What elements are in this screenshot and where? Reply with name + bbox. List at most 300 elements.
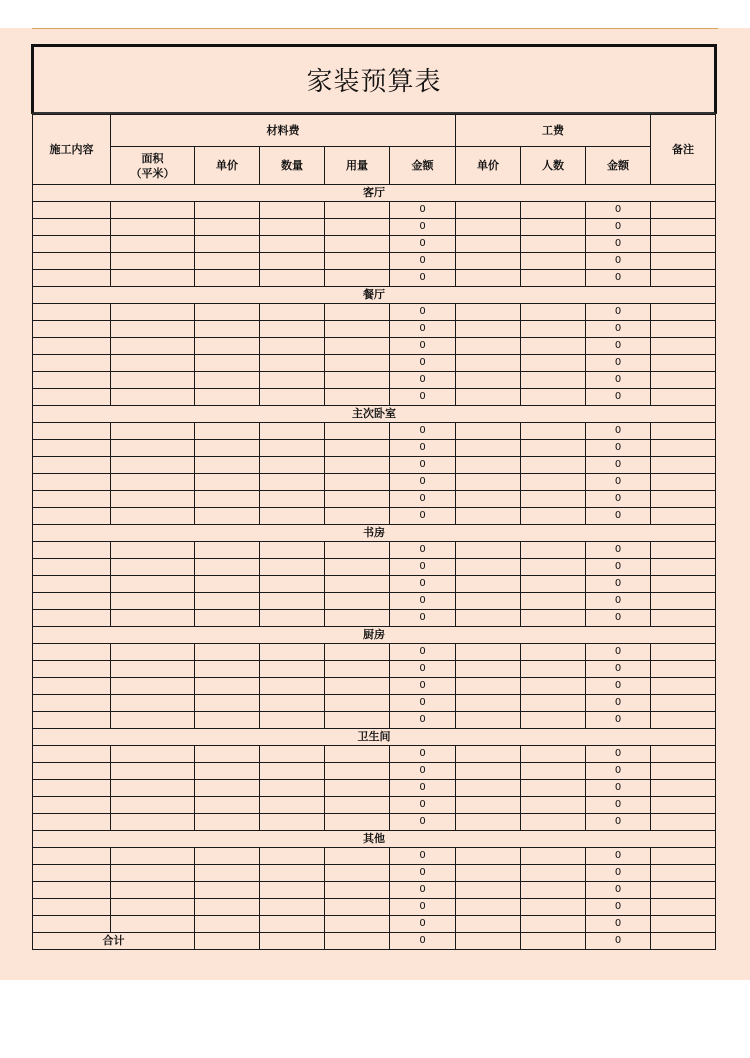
table-cell[interactable] <box>456 338 521 355</box>
table-cell[interactable] <box>325 508 390 525</box>
table-cell[interactable] <box>651 457 716 474</box>
labor-amount-cell[interactable]: 0 <box>586 899 651 916</box>
material-amount-cell[interactable]: 0 <box>390 457 456 474</box>
table-cell[interactable] <box>456 593 521 610</box>
table-cell[interactable] <box>260 372 325 389</box>
table-cell[interactable] <box>33 661 111 678</box>
table-cell[interactable] <box>33 491 111 508</box>
table-cell[interactable] <box>325 712 390 729</box>
table-cell[interactable] <box>651 423 716 440</box>
table-cell[interactable] <box>195 899 260 916</box>
table-cell[interactable] <box>111 321 195 338</box>
header-labor-group[interactable]: 工费 <box>456 115 651 147</box>
table-cell[interactable] <box>260 338 325 355</box>
table-cell[interactable] <box>260 440 325 457</box>
material-amount-cell[interactable]: 0 <box>390 814 456 831</box>
labor-amount-cell[interactable]: 0 <box>586 882 651 899</box>
table-cell[interactable] <box>651 304 716 321</box>
table-cell[interactable] <box>111 457 195 474</box>
labor-amount-cell[interactable]: 0 <box>586 865 651 882</box>
table-cell[interactable] <box>456 219 521 236</box>
table-cell[interactable] <box>111 848 195 865</box>
table-cell[interactable] <box>111 253 195 270</box>
table-cell[interactable] <box>325 916 390 933</box>
table-cell[interactable] <box>456 865 521 882</box>
table-cell[interactable] <box>521 202 586 219</box>
table-cell[interactable] <box>260 899 325 916</box>
table-cell[interactable] <box>195 491 260 508</box>
section-title[interactable]: 客厅 <box>33 185 716 202</box>
table-cell[interactable] <box>195 610 260 627</box>
table-cell[interactable] <box>260 933 325 950</box>
table-cell[interactable] <box>33 712 111 729</box>
labor-amount-cell[interactable]: 0 <box>586 610 651 627</box>
table-cell[interactable] <box>521 780 586 797</box>
material-amount-cell[interactable]: 0 <box>390 219 456 236</box>
table-cell[interactable] <box>521 372 586 389</box>
table-cell[interactable] <box>325 304 390 321</box>
table-cell[interactable] <box>195 355 260 372</box>
material-amount-cell[interactable]: 0 <box>390 304 456 321</box>
table-cell[interactable] <box>111 695 195 712</box>
table-cell[interactable] <box>456 559 521 576</box>
table-cell[interactable] <box>456 678 521 695</box>
table-cell[interactable] <box>521 321 586 338</box>
table-cell[interactable] <box>195 542 260 559</box>
table-cell[interactable] <box>521 763 586 780</box>
material-amount-cell[interactable]: 0 <box>390 253 456 270</box>
table-cell[interactable] <box>33 338 111 355</box>
table-cell[interactable] <box>456 882 521 899</box>
table-cell[interactable] <box>111 576 195 593</box>
table-cell[interactable] <box>456 695 521 712</box>
table-cell[interactable] <box>260 695 325 712</box>
material-amount-cell[interactable]: 0 <box>390 508 456 525</box>
table-cell[interactable] <box>651 270 716 287</box>
table-cell[interactable] <box>325 236 390 253</box>
labor-amount-cell[interactable]: 0 <box>586 678 651 695</box>
table-cell[interactable] <box>521 797 586 814</box>
header-labor-price[interactable]: 单价 <box>456 147 521 185</box>
header-material-price[interactable]: 单价 <box>195 147 260 185</box>
table-cell[interactable] <box>521 712 586 729</box>
table-cell[interactable] <box>456 491 521 508</box>
table-cell[interactable] <box>651 508 716 525</box>
table-cell[interactable] <box>456 202 521 219</box>
labor-amount-cell[interactable]: 0 <box>586 321 651 338</box>
table-cell[interactable] <box>195 576 260 593</box>
labor-amount-cell[interactable]: 0 <box>586 593 651 610</box>
table-cell[interactable] <box>33 202 111 219</box>
table-cell[interactable] <box>325 814 390 831</box>
table-cell[interactable] <box>651 219 716 236</box>
table-cell[interactable] <box>260 644 325 661</box>
table-cell[interactable] <box>195 321 260 338</box>
table-cell[interactable] <box>325 882 390 899</box>
table-cell[interactable] <box>111 882 195 899</box>
labor-amount-cell[interactable]: 0 <box>586 661 651 678</box>
table-cell[interactable] <box>521 423 586 440</box>
table-cell[interactable] <box>325 474 390 491</box>
table-cell[interactable] <box>456 848 521 865</box>
table-cell[interactable] <box>651 814 716 831</box>
table-cell[interactable] <box>325 355 390 372</box>
table-cell[interactable] <box>325 797 390 814</box>
table-cell[interactable] <box>111 865 195 882</box>
section-title[interactable]: 主次卧室 <box>33 406 716 423</box>
table-cell[interactable] <box>33 882 111 899</box>
labor-amount-cell[interactable]: 0 <box>586 814 651 831</box>
labor-amount-cell[interactable]: 0 <box>586 797 651 814</box>
table-cell[interactable] <box>521 440 586 457</box>
labor-amount-cell[interactable]: 0 <box>586 780 651 797</box>
table-cell[interactable] <box>33 797 111 814</box>
material-amount-cell[interactable]: 0 <box>390 321 456 338</box>
table-cell[interactable] <box>111 338 195 355</box>
header-content[interactable]: 施工内容 <box>33 115 111 185</box>
material-amount-cell[interactable]: 0 <box>390 780 456 797</box>
section-title[interactable]: 书房 <box>33 525 716 542</box>
table-cell[interactable] <box>195 712 260 729</box>
table-cell[interactable] <box>260 202 325 219</box>
table-cell[interactable] <box>111 814 195 831</box>
table-cell[interactable] <box>521 882 586 899</box>
table-cell[interactable] <box>260 423 325 440</box>
table-cell[interactable] <box>325 593 390 610</box>
table-cell[interactable] <box>325 491 390 508</box>
table-cell[interactable] <box>325 270 390 287</box>
table-cell[interactable] <box>195 814 260 831</box>
table-cell[interactable] <box>195 593 260 610</box>
material-amount-cell[interactable]: 0 <box>390 423 456 440</box>
table-cell[interactable] <box>521 610 586 627</box>
table-cell[interactable] <box>33 780 111 797</box>
table-cell[interactable] <box>260 457 325 474</box>
labor-amount-cell[interactable]: 0 <box>586 355 651 372</box>
table-cell[interactable] <box>325 457 390 474</box>
table-cell[interactable] <box>260 270 325 287</box>
section-title[interactable]: 厨房 <box>33 627 716 644</box>
table-cell[interactable] <box>521 746 586 763</box>
table-cell[interactable] <box>111 712 195 729</box>
labor-amount-cell[interactable]: 0 <box>586 695 651 712</box>
table-cell[interactable] <box>521 695 586 712</box>
table-cell[interactable] <box>260 678 325 695</box>
table-cell[interactable] <box>111 508 195 525</box>
table-cell[interactable] <box>33 270 111 287</box>
table-cell[interactable] <box>456 797 521 814</box>
table-cell[interactable] <box>195 780 260 797</box>
table-cell[interactable] <box>456 746 521 763</box>
table-cell[interactable] <box>521 865 586 882</box>
total-material-amount[interactable]: 0 <box>390 933 456 950</box>
labor-amount-cell[interactable]: 0 <box>586 423 651 440</box>
table-cell[interactable] <box>456 933 521 950</box>
labor-amount-cell[interactable]: 0 <box>586 304 651 321</box>
material-amount-cell[interactable]: 0 <box>390 746 456 763</box>
table-cell[interactable] <box>521 899 586 916</box>
labor-amount-cell[interactable]: 0 <box>586 491 651 508</box>
labor-amount-cell[interactable]: 0 <box>586 389 651 406</box>
material-amount-cell[interactable]: 0 <box>390 270 456 287</box>
table-cell[interactable] <box>456 814 521 831</box>
table-cell[interactable] <box>111 423 195 440</box>
table-cell[interactable] <box>456 780 521 797</box>
table-cell[interactable] <box>111 389 195 406</box>
labor-amount-cell[interactable]: 0 <box>586 440 651 457</box>
table-cell[interactable] <box>521 678 586 695</box>
table-cell[interactable] <box>111 746 195 763</box>
material-amount-cell[interactable]: 0 <box>390 389 456 406</box>
material-amount-cell[interactable]: 0 <box>390 644 456 661</box>
table-cell[interactable] <box>651 678 716 695</box>
table-cell[interactable] <box>111 780 195 797</box>
table-cell[interactable] <box>33 236 111 253</box>
table-cell[interactable] <box>651 661 716 678</box>
labor-amount-cell[interactable]: 0 <box>586 202 651 219</box>
table-cell[interactable] <box>325 695 390 712</box>
table-cell[interactable] <box>260 491 325 508</box>
table-cell[interactable] <box>33 559 111 576</box>
table-cell[interactable] <box>521 933 586 950</box>
table-cell[interactable] <box>195 423 260 440</box>
table-cell[interactable] <box>33 304 111 321</box>
table-cell[interactable] <box>651 474 716 491</box>
table-cell[interactable] <box>33 576 111 593</box>
table-cell[interactable] <box>260 389 325 406</box>
table-cell[interactable] <box>521 338 586 355</box>
table-cell[interactable] <box>111 355 195 372</box>
table-cell[interactable] <box>111 899 195 916</box>
table-cell[interactable] <box>33 457 111 474</box>
table-cell[interactable] <box>260 865 325 882</box>
material-amount-cell[interactable]: 0 <box>390 576 456 593</box>
title-cell[interactable] <box>31 44 717 114</box>
total-label[interactable]: 合计 <box>33 933 195 950</box>
table-cell[interactable] <box>325 321 390 338</box>
table-cell[interactable] <box>456 508 521 525</box>
table-cell[interactable] <box>111 440 195 457</box>
table-cell[interactable] <box>260 780 325 797</box>
table-cell[interactable] <box>651 321 716 338</box>
table-cell[interactable] <box>651 389 716 406</box>
labor-amount-cell[interactable]: 0 <box>586 236 651 253</box>
table-cell[interactable] <box>111 797 195 814</box>
material-amount-cell[interactable]: 0 <box>390 899 456 916</box>
table-cell[interactable] <box>651 253 716 270</box>
table-cell[interactable] <box>33 253 111 270</box>
table-cell[interactable] <box>456 916 521 933</box>
material-amount-cell[interactable]: 0 <box>390 695 456 712</box>
table-cell[interactable] <box>260 916 325 933</box>
table-cell[interactable] <box>521 270 586 287</box>
table-cell[interactable] <box>651 865 716 882</box>
table-cell[interactable] <box>651 848 716 865</box>
table-cell[interactable] <box>521 355 586 372</box>
labor-amount-cell[interactable]: 0 <box>586 746 651 763</box>
table-cell[interactable] <box>651 916 716 933</box>
table-cell[interactable] <box>325 780 390 797</box>
table-cell[interactable] <box>456 389 521 406</box>
labor-amount-cell[interactable]: 0 <box>586 253 651 270</box>
table-cell[interactable] <box>111 678 195 695</box>
table-cell[interactable] <box>33 899 111 916</box>
table-cell[interactable] <box>260 593 325 610</box>
table-cell[interactable] <box>651 763 716 780</box>
table-cell[interactable] <box>651 202 716 219</box>
table-cell[interactable] <box>521 219 586 236</box>
table-cell[interactable] <box>195 202 260 219</box>
table-cell[interactable] <box>456 542 521 559</box>
table-cell[interactable] <box>33 865 111 882</box>
section-title[interactable]: 餐厅 <box>33 287 716 304</box>
table-cell[interactable] <box>195 372 260 389</box>
header-labor-people[interactable]: 人数 <box>521 147 586 185</box>
table-cell[interactable] <box>456 661 521 678</box>
table-cell[interactable] <box>325 661 390 678</box>
material-amount-cell[interactable]: 0 <box>390 355 456 372</box>
table-cell[interactable] <box>521 253 586 270</box>
table-cell[interactable] <box>195 678 260 695</box>
table-cell[interactable] <box>111 236 195 253</box>
table-cell[interactable] <box>456 270 521 287</box>
table-cell[interactable] <box>325 423 390 440</box>
table-cell[interactable] <box>33 814 111 831</box>
table-cell[interactable] <box>456 253 521 270</box>
table-cell[interactable] <box>456 644 521 661</box>
table-cell[interactable] <box>33 389 111 406</box>
table-cell[interactable] <box>195 270 260 287</box>
table-cell[interactable] <box>325 848 390 865</box>
table-cell[interactable] <box>260 304 325 321</box>
table-cell[interactable] <box>521 916 586 933</box>
table-cell[interactable] <box>456 474 521 491</box>
material-amount-cell[interactable]: 0 <box>390 593 456 610</box>
material-amount-cell[interactable]: 0 <box>390 610 456 627</box>
table-cell[interactable] <box>260 576 325 593</box>
table-cell[interactable] <box>456 372 521 389</box>
table-cell[interactable] <box>325 865 390 882</box>
table-cell[interactable] <box>111 304 195 321</box>
table-cell[interactable] <box>651 355 716 372</box>
table-cell[interactable] <box>111 661 195 678</box>
table-cell[interactable] <box>521 644 586 661</box>
table-cell[interactable] <box>651 882 716 899</box>
labor-amount-cell[interactable]: 0 <box>586 474 651 491</box>
table-cell[interactable] <box>521 474 586 491</box>
table-cell[interactable] <box>521 559 586 576</box>
table-cell[interactable] <box>111 763 195 780</box>
table-cell[interactable] <box>195 882 260 899</box>
table-cell[interactable] <box>195 457 260 474</box>
labor-amount-cell[interactable]: 0 <box>586 338 651 355</box>
table-cell[interactable] <box>521 304 586 321</box>
table-cell[interactable] <box>111 593 195 610</box>
table-cell[interactable] <box>456 457 521 474</box>
material-amount-cell[interactable]: 0 <box>390 236 456 253</box>
table-cell[interactable] <box>260 763 325 780</box>
header-material-qty[interactable]: 数量 <box>260 147 325 185</box>
table-cell[interactable] <box>260 797 325 814</box>
table-cell[interactable] <box>33 746 111 763</box>
table-cell[interactable] <box>456 899 521 916</box>
table-cell[interactable] <box>195 338 260 355</box>
table-cell[interactable] <box>651 712 716 729</box>
labor-amount-cell[interactable]: 0 <box>586 763 651 780</box>
table-cell[interactable] <box>33 508 111 525</box>
table-cell[interactable] <box>521 814 586 831</box>
table-cell[interactable] <box>33 695 111 712</box>
table-cell[interactable] <box>111 219 195 236</box>
table-cell[interactable] <box>651 933 716 950</box>
table-cell[interactable] <box>260 746 325 763</box>
table-cell[interactable] <box>33 355 111 372</box>
table-cell[interactable] <box>260 236 325 253</box>
table-cell[interactable] <box>33 423 111 440</box>
header-material-group[interactable]: 材料费 <box>111 115 456 147</box>
table-cell[interactable] <box>33 763 111 780</box>
table-cell[interactable] <box>456 712 521 729</box>
table-cell[interactable] <box>521 491 586 508</box>
table-cell[interactable] <box>651 780 716 797</box>
material-amount-cell[interactable]: 0 <box>390 882 456 899</box>
table-cell[interactable] <box>456 576 521 593</box>
material-amount-cell[interactable]: 0 <box>390 542 456 559</box>
table-cell[interactable] <box>651 440 716 457</box>
section-title[interactable]: 卫生间 <box>33 729 716 746</box>
table-cell[interactable] <box>325 933 390 950</box>
table-cell[interactable] <box>33 372 111 389</box>
table-cell[interactable] <box>325 338 390 355</box>
table-cell[interactable] <box>260 542 325 559</box>
labor-amount-cell[interactable]: 0 <box>586 576 651 593</box>
table-cell[interactable] <box>521 848 586 865</box>
material-amount-cell[interactable]: 0 <box>390 372 456 389</box>
table-cell[interactable] <box>195 848 260 865</box>
material-amount-cell[interactable]: 0 <box>390 848 456 865</box>
total-labor-amount[interactable]: 0 <box>586 933 651 950</box>
table-cell[interactable] <box>521 576 586 593</box>
table-cell[interactable] <box>651 899 716 916</box>
material-amount-cell[interactable]: 0 <box>390 661 456 678</box>
table-cell[interactable] <box>260 253 325 270</box>
table-cell[interactable] <box>33 644 111 661</box>
table-cell[interactable] <box>521 593 586 610</box>
table-cell[interactable] <box>195 559 260 576</box>
table-cell[interactable] <box>260 661 325 678</box>
table-cell[interactable] <box>325 610 390 627</box>
table-cell[interactable] <box>260 508 325 525</box>
table-cell[interactable] <box>195 746 260 763</box>
table-cell[interactable] <box>456 440 521 457</box>
table-cell[interactable] <box>651 491 716 508</box>
table-cell[interactable] <box>111 270 195 287</box>
material-amount-cell[interactable]: 0 <box>390 202 456 219</box>
table-cell[interactable] <box>260 559 325 576</box>
labor-amount-cell[interactable]: 0 <box>586 644 651 661</box>
labor-amount-cell[interactable]: 0 <box>586 372 651 389</box>
material-amount-cell[interactable]: 0 <box>390 338 456 355</box>
table-cell[interactable] <box>33 678 111 695</box>
table-cell[interactable] <box>195 508 260 525</box>
table-cell[interactable] <box>111 610 195 627</box>
table-cell[interactable] <box>456 423 521 440</box>
labor-amount-cell[interactable]: 0 <box>586 270 651 287</box>
table-cell[interactable] <box>651 372 716 389</box>
table-cell[interactable] <box>651 746 716 763</box>
material-amount-cell[interactable]: 0 <box>390 865 456 882</box>
table-cell[interactable] <box>260 610 325 627</box>
